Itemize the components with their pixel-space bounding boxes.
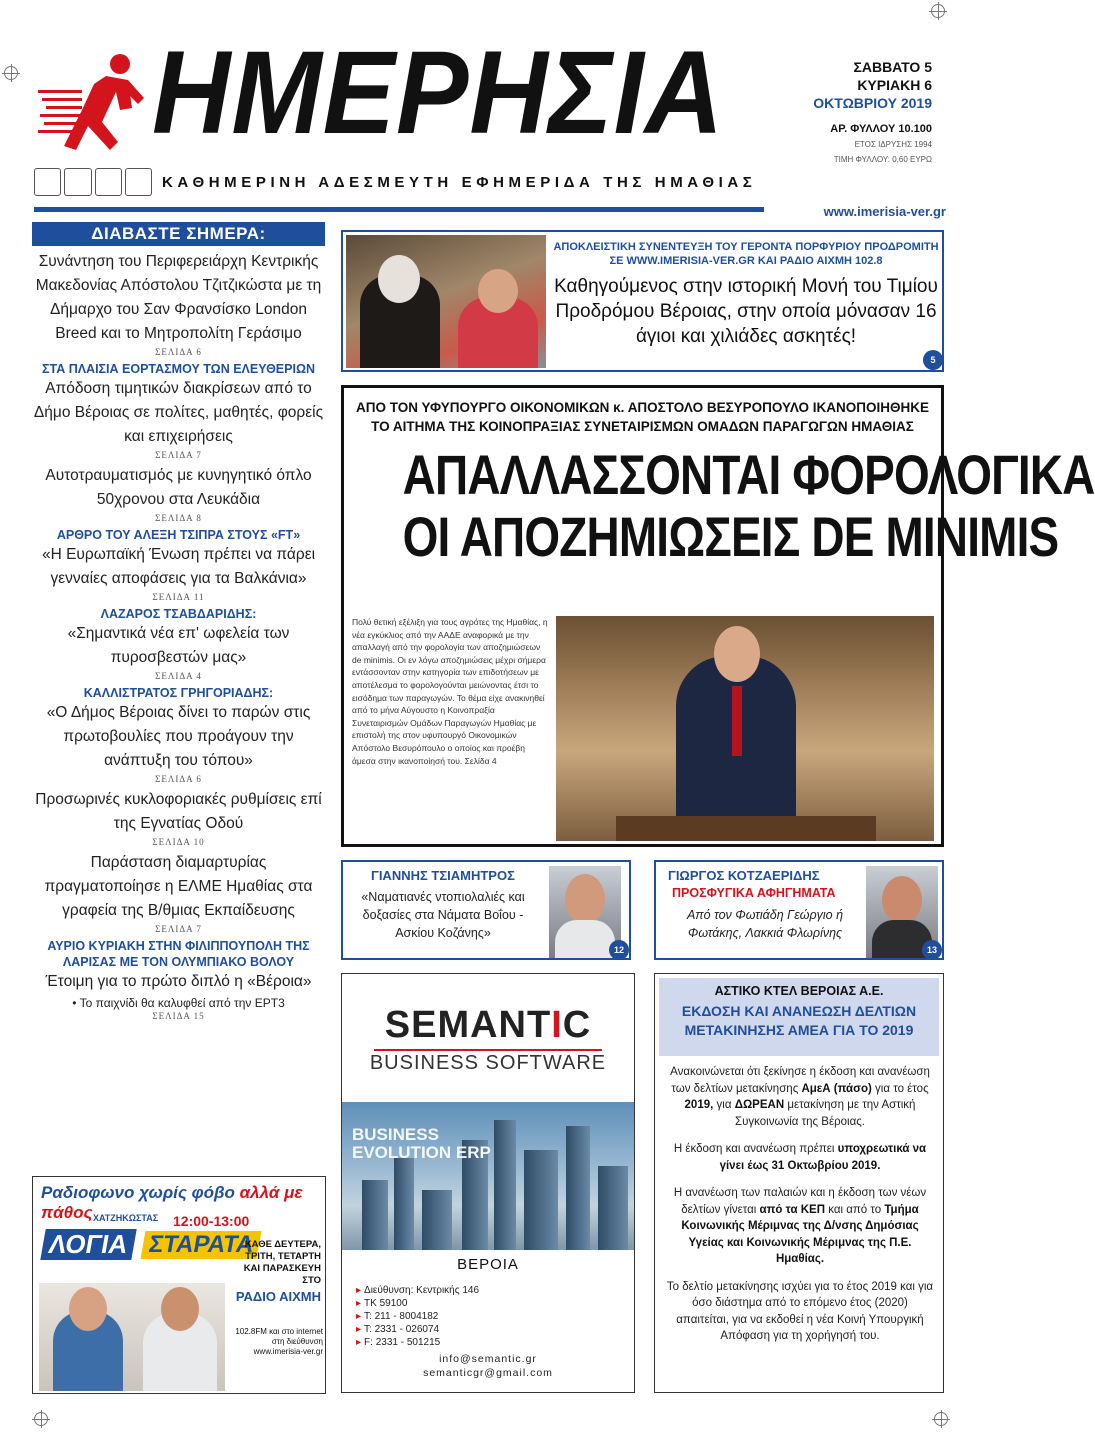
skyline-tower: [394, 1158, 414, 1250]
masthead-rule: [34, 207, 764, 212]
date-line: ΚΥΡΙΑΚΗ 6: [857, 77, 932, 93]
interview-photo: [346, 235, 546, 368]
runner-logo-icon: [36, 50, 148, 160]
contact-value: Τ: 211 - 8004182: [364, 1311, 439, 1322]
host-face: [69, 1287, 107, 1331]
contact-value: F: 2331 - 501215: [364, 1337, 441, 1348]
page-badge: 13: [922, 940, 942, 960]
item-text: Προσωρινές κυκλοφοριακές ρυθμίσεις επί της Εγνατίας Οδού: [35, 791, 322, 832]
minister-photo: [556, 616, 934, 841]
partner-badge: [64, 168, 91, 196]
ktel-text: Η έκδοση και ανανέωση πρέπει: [673, 1143, 835, 1155]
ktel-paragraph: [665, 1185, 935, 1268]
skyline-tower: [494, 1120, 516, 1250]
list-item[interactable]: [32, 361, 325, 460]
page-badge: 5: [923, 350, 943, 370]
list-item[interactable]: [32, 938, 325, 1021]
hosts-photo: [39, 1283, 225, 1391]
masthead-title: ΗΜΕΡΗΣΙΑ: [152, 27, 725, 159]
item-kicker: ΚΑΛΛΙΣΤΡΑΤΟΣ ΓΡΗΓΟΡΙΑΔΗΣ:: [83, 686, 274, 700]
issue-number: ΑΡ. ΦΥΛΛΟΥ 10.100: [830, 123, 932, 135]
ktel-text: μετακίνηση με την Αστική Συγκοινωνία της Βέροιας.: [735, 1099, 916, 1128]
radio-schedule: ΚΑΘΕ ΔΕΥΤΕΡΑ, ΤΡΙΤΗ, ΤΕΤΑΡΤΗ ΚΑΙ ΠΑΡΑΣΚΕΥΗ ΣΤΟ: [243, 1239, 321, 1286]
item-text: Παράσταση διαμαρτυρίας πραγματοποίησε η ΕΛΜΕ Ημαθίας στα γραφεία της Β/θμιας Εκπαίδευσης: [44, 854, 313, 919]
item-text: «Η Ευρωπαϊκή Ένωση πρέπει να πάρει γενναίες αποφάσεις για τα Βαλκάνια»: [41, 546, 316, 587]
radio-hours: 12:00-13:00: [173, 1213, 250, 1229]
semantic-ad[interactable]: [341, 973, 635, 1393]
main-headline: [402, 443, 1095, 568]
semantic-contacts: [356, 1284, 626, 1349]
item-page: ΣΕΛΙΔΑ 6: [155, 347, 202, 357]
item-page: ΣΕΛΙΔΑ 8: [155, 513, 202, 523]
semantic-tagline: BUSINESS SOFTWARE: [369, 1052, 607, 1074]
interview-text: Καθηγούμενος στην ιστορική Μονή του Τιμίου Προδρόμου Βέροιας, στην οποία μόνασαν 16 άγιοι και χιλιάδες ασκητές!: [554, 276, 938, 347]
interviewer-face: [478, 269, 518, 313]
registration-mark: [4, 66, 18, 80]
logo-part: I: [551, 1004, 563, 1046]
ktel-emphasis: από τα ΚΕΠ: [759, 1203, 825, 1216]
contact-line: [356, 1323, 626, 1336]
columnist-name: ΓΙΑΝΝΗΣ ΤΣΙΑΜΗΤΡΟΣ: [371, 868, 515, 883]
semantic-city: ΒΕΡΟΙΑ: [457, 1256, 519, 1273]
email-link[interactable]: semanticgr@gmail.com: [423, 1367, 553, 1379]
skyline-tower: [566, 1126, 590, 1250]
registration-mark: [934, 1412, 948, 1426]
founded-year: ΕΤΟΣ ΙΔΡΥΣΗΣ 1994: [854, 140, 932, 149]
ktel-text: Ανακοινώνεται ότι ξεκίνησε η έκδοση και ανανέωση των δελτίων μετακίνησης: [670, 1066, 930, 1095]
ktel-emphasis: Τμήμα Κοινωνικής Μέριμνας της Δ/νσης Δημόσιας Υγείας και Κοινωνικής Μέριμνας της Π.Ε. Ημαθίας.: [681, 1203, 919, 1265]
ktel-emphasis: ΑμεΑ (πάσο): [801, 1082, 872, 1095]
minister-tie: [732, 686, 742, 756]
partner-badge: [125, 168, 152, 196]
item-page: ΣΕΛΙΔΑ 10: [152, 837, 205, 847]
partner-badge: [95, 168, 122, 196]
ktel-text: και από το: [828, 1203, 882, 1216]
contact-line: [356, 1297, 626, 1310]
ktel-subtitle: [659, 1002, 939, 1040]
headline-line: ΟΙ ΑΠΟΖΗΜΙΩΣΕΙΣ DE MINIMIS: [402, 505, 1059, 568]
contact-value: ΤΚ 59100: [364, 1298, 408, 1309]
visual-line: BUSINESS: [352, 1125, 439, 1144]
masthead-subtitle: ΚΑΘΗΜΕΡΙΝΗ ΑΔΕΣΜΕΥΤΗ ΕΦΗΜΕΡΙΔΑ ΤΗΣ ΗΜΑΘΙΑΣ: [162, 174, 757, 191]
ktel-header: [659, 978, 939, 1056]
columnist-subtitle: ΠΡΟΣΦΥΓΙΚΑ ΑΦΗΓΗΜΑΤΑ: [672, 886, 836, 900]
read-today-column: [32, 222, 325, 1021]
radio-ad[interactable]: [32, 1176, 326, 1394]
skyline-visual: [342, 1102, 634, 1250]
interview-kicker: ΑΠΟΚΛΕΙΣΤΙΚΗ ΣΥΝΕΝΤΕΥΞΗ ΤΟΥ ΓΕΡΟΝΤΑ ΠΟΡΦΥΡΙΟΥ ΠΡΟΔΡΟΜΙΤΗ ΣΕ WWW.IMERISIA-VER.GR ΚΑΙ ΡΑΔΙΟ ΑΙΧΜΗ 102.8: [553, 241, 939, 267]
columnist-teaser[interactable]: [654, 860, 944, 960]
elder-face: [378, 255, 420, 303]
host-face: [161, 1287, 199, 1331]
radio-host: ΧΑΤΖΗΚΩΣΤΑΣ: [93, 1213, 159, 1223]
partner-badge: [34, 168, 61, 196]
bullet-icon: ▸: [356, 1311, 362, 1322]
item-page: ΣΕΛΙΔΑ 15: [152, 1011, 205, 1021]
item-kicker: ΑΥΡΙΟ ΚΥΡΙΑΚΗ ΣΤΗΝ ΦΙΛΙΠΠΟΥΠΟΛΗ ΤΗΣ ΛΑΡΙΣΑΣ ΜΕ ΤΟΝ ΟΛΥΜΠΙΑΚΟ ΒΟΛΟΥ: [47, 939, 310, 969]
main-body: [352, 616, 548, 767]
item-kicker: ΛΑΖΑΡΟΣ ΤΣΑΒΔΑΡΙΔΗΣ:: [100, 607, 257, 621]
bullet-icon: ▸: [356, 1298, 362, 1309]
visual-headline: [352, 1126, 491, 1162]
radio-station: ΡΑΔΙΟ ΑΙΧΜΗ: [235, 1289, 321, 1304]
list-item[interactable]: [32, 788, 325, 847]
main-kicker-line: ΤΟ ΑΙΤΗΜΑ ΤΗΣ ΚΟΙΝΟΠΡΑΞΙΑΣ ΣΥΝΕΤΑΙΡΙΣΜΩΝ ΟΜΑΔΩΝ ΠΑΡΑΓΩΓΩΝ ΗΜΑΘΙΑΣ: [371, 419, 914, 434]
skyline-tower: [422, 1190, 452, 1250]
contact-line: [356, 1310, 626, 1323]
item-bullet: • Το παιχνίδι θα καλυφθεί από την ΕΡΤ3: [72, 996, 285, 1010]
list-item[interactable]: [32, 685, 325, 784]
logo-part: SEMANT: [384, 1004, 552, 1046]
item-text: «Σημαντικά νέα επ' ωφελεία των πυροσβεστών μας»: [67, 625, 290, 666]
contact-value: Τ: 2331 - 026074: [364, 1324, 440, 1335]
page-badge: 12: [609, 940, 629, 960]
columnist-body: [555, 920, 615, 958]
ktel-title: ΑΣΤΙΚΟ ΚΤΕΛ ΒΕΡΟΙΑΣ Α.Ε.: [714, 984, 884, 998]
item-page: ΣΕΛΙΔΑ 6: [155, 774, 202, 784]
bullet-icon: ▸: [356, 1337, 362, 1348]
radio-show-title: ΛΟΓΙΑ: [40, 1229, 136, 1260]
ktel-emphasis: υποχρεωτικά να γίνει έως 31 Οκτωβρίου 2019.: [719, 1143, 927, 1172]
item-kicker: ΑΡΘΡΟ ΤΟΥ ΑΛΕΞΗ ΤΣΙΠΡΑ ΣΤΟΥΣ «FT»: [56, 528, 301, 542]
contact-line: [356, 1336, 626, 1349]
radio-show-title: ΣΤΑΡΑΤΑ: [141, 1231, 262, 1259]
headline-line: ΑΠΑΛΛΑΣΣΟΝΤΑΙ ΦΟΡΟΛΟΓΙΚΑ: [402, 443, 1095, 506]
interview-teaser[interactable]: [341, 230, 944, 372]
main-page-ref: Σελίδα 4: [464, 755, 497, 766]
ktel-sub-line: ΕΚΔΟΣΗ ΚΑΙ ΑΝΑΝΕΩΣΗ ΔΕΛΤΙΩΝ: [681, 1003, 917, 1019]
ktel-notice[interactable]: [654, 973, 944, 1393]
ktel-text: για: [716, 1099, 732, 1111]
partner-badges: [34, 168, 152, 196]
issue-price: ΤΙΜΗ ΦΥΛΛΟΥ: 0,60 ΕΥΡΩ: [833, 155, 932, 164]
radio-title-b: αλλά με πάθος: [41, 1183, 303, 1222]
bullet-icon: ▸: [356, 1324, 362, 1335]
item-page: ΣΕΛΙΔΑ 7: [155, 450, 202, 460]
columnist-text: «Ναματιανές ντοπιολαλιές και δοξασίες στα Νάματα Βοΐου - Ασκίου Κοζάνης»: [361, 890, 525, 940]
ktel-emphasis: 2019,: [684, 1099, 714, 1111]
registration-mark: [931, 4, 945, 18]
ktel-paragraph: [665, 1064, 935, 1130]
website-link[interactable]: www.imerisia-ver.gr: [823, 204, 946, 219]
logo-part: C: [562, 1004, 592, 1046]
item-page: ΣΕΛΙΔΑ 4: [155, 671, 202, 681]
radio-title-a: Ραδιοφωνο χωρίς φόβο: [41, 1183, 235, 1202]
issue-info: [780, 122, 932, 167]
list-item[interactable]: [32, 606, 325, 681]
semantic-emails: [342, 1352, 634, 1380]
columnist-face: [565, 874, 605, 924]
date-line: ΣΑΒΒΑΤΟ 5: [853, 59, 932, 75]
issue-date: [800, 58, 932, 112]
item-page: ΣΕΛΙΔΑ 7: [155, 924, 202, 934]
list-item[interactable]: [32, 250, 325, 357]
contact-value: Διεύθυνση: Κεντρικής 146: [364, 1285, 480, 1296]
visual-line: EVOLUTION ERP: [352, 1143, 491, 1162]
item-text: Έτοιμη για το πρώτο διπλό η «Βέροια»: [45, 973, 312, 990]
ktel-sub-line: ΜΕΤΑΚΙΝΗΣΗΣ ΑΜΕΑ ΓΙΑ ΤΟ 2019: [684, 1022, 914, 1038]
bullet-icon: ▸: [356, 1285, 362, 1296]
skyline-tower: [362, 1180, 388, 1250]
item-text: Συνάντηση του Περιφερειάρχη Κεντρικής Μακεδονίας Απόστολου Τζιτζικώστα με τη Δήμαρχο του Σαν Φρανσίσκο London Breed και το Μητροπολίτη Γεράσιμο: [35, 253, 322, 342]
contact-line: [356, 1284, 626, 1297]
columnist-text: Από τον Φωτιάδη Γεώργιο ή Φωτάκης, Λακκιά Φλωρίνης: [686, 908, 844, 940]
ktel-text: Η ανανέωση των παλαιών και η έκδοση των νέων δελτίων γίνεται: [673, 1187, 927, 1216]
email-link[interactable]: info@semantic.gr: [439, 1353, 537, 1365]
columnist-teaser[interactable]: [341, 860, 631, 960]
columnist-face: [882, 876, 922, 924]
item-kicker: ΣΤΑ ΠΛΑΙΣΙΑ ΕΟΡΤΑΣΜΟΥ ΤΩΝ ΕΛΕΥΘΕΡΙΩΝ: [41, 362, 315, 376]
radio-frequency: 102.8FM και στο internet στη διεύθυνση www.imerisia-ver.gr: [235, 1327, 323, 1356]
ktel-emphasis: ΔΩΡΕΑΝ: [734, 1099, 785, 1111]
ktel-text: για το έτος: [875, 1082, 929, 1095]
item-text: «Ο Δήμος Βέροιας δίνει το παρών στις πρωτοβουλίες που προάγουν την ανάπτυξη του τόπου»: [46, 704, 311, 769]
main-body-text: Πολύ θετική εξέλιξη για τους αγρότες της Ημαθίας, η νέα εγκύκλιος από την ΑΑΔΕ αναφορικά με την απαλλαγή από την φορολογία των αποζημιώσεων de minimis. Οι εν λόγω αποζημιώσεις μέχρι σήμερα εντάσσονταν στην κατηγορία των επιδοτήσεων με αποτέλεσμα το φορολογούνται μειώνοντας έτσι το εισόδημα των παραγωγών. Το θέμα είχε ανακινηθεί από το μήνα Αύγουστο η Κοινοπραξία Συνεταιρισμών Ομάδων Παραγωγών Ημαθίας με επιστολή της στον υφυπουργό Οικονομικών Απόστολο Βεσυρόπουλο ο οποίος και προέβη άμεσα στην ικανοποίησή του.: [352, 617, 548, 766]
list-item[interactable]: [32, 851, 325, 934]
main-kicker-line: ΑΠΟ ΤΟΝ ΥΦΥΠΟΥΡΓΟ ΟΙΚΟΝΟΜΙΚΩΝ κ. ΑΠΟΣΤΟΛΟ ΒΕΣΥΡΟΠΟΥΛΟ ΙΚΑΝΟΠΟΙΗΘΗΚΕ: [356, 400, 929, 415]
list-item[interactable]: [32, 527, 325, 602]
ktel-body: [665, 1064, 935, 1356]
skyline-tower: [598, 1166, 628, 1250]
date-line: ΟΚΤΩΒΡΙΟΥ 2019: [813, 95, 932, 111]
item-text: Απόδοση τιμητικών διακρίσεων από το Δήμο Βέροιας σε πολίτες, μαθητές, φορείς και επιχειρήσεις: [33, 380, 324, 445]
columnist-name: ΓΙΩΡΓΟΣ ΚΟΤΖΑΕΡΙΔΗΣ: [668, 868, 820, 883]
main-story[interactable]: [341, 385, 1095, 847]
registration-mark: [34, 1412, 48, 1426]
skyline-tower: [524, 1150, 558, 1250]
ktel-paragraph: Το δελτίο μετακίνησης ισχύει για το έτος 2019 και για όσο διάστημα από το επόμενο έτος (2020) απαιτείται, για να εκδοθεί η νέα Κοινή Υπουργική Απόφαση για τη χορήγησή του.: [666, 1280, 934, 1342]
semantic-logo: [342, 1004, 634, 1047]
logo-rule: [374, 1049, 602, 1051]
lectern: [616, 816, 876, 841]
list-item[interactable]: [32, 464, 325, 523]
item-text: Αυτοτραυματισμός με κυνηγητικό όπλο 50χρονου στα Λευκάδια: [45, 467, 312, 508]
read-today-header: ΔΙΑΒΑΣΤΕ ΣΗΜΕΡΑ:: [32, 222, 325, 246]
minister-face: [714, 626, 760, 682]
item-page: ΣΕΛΙΔΑ 11: [152, 592, 205, 602]
ktel-paragraph: [665, 1141, 935, 1174]
main-kicker: [350, 398, 935, 436]
